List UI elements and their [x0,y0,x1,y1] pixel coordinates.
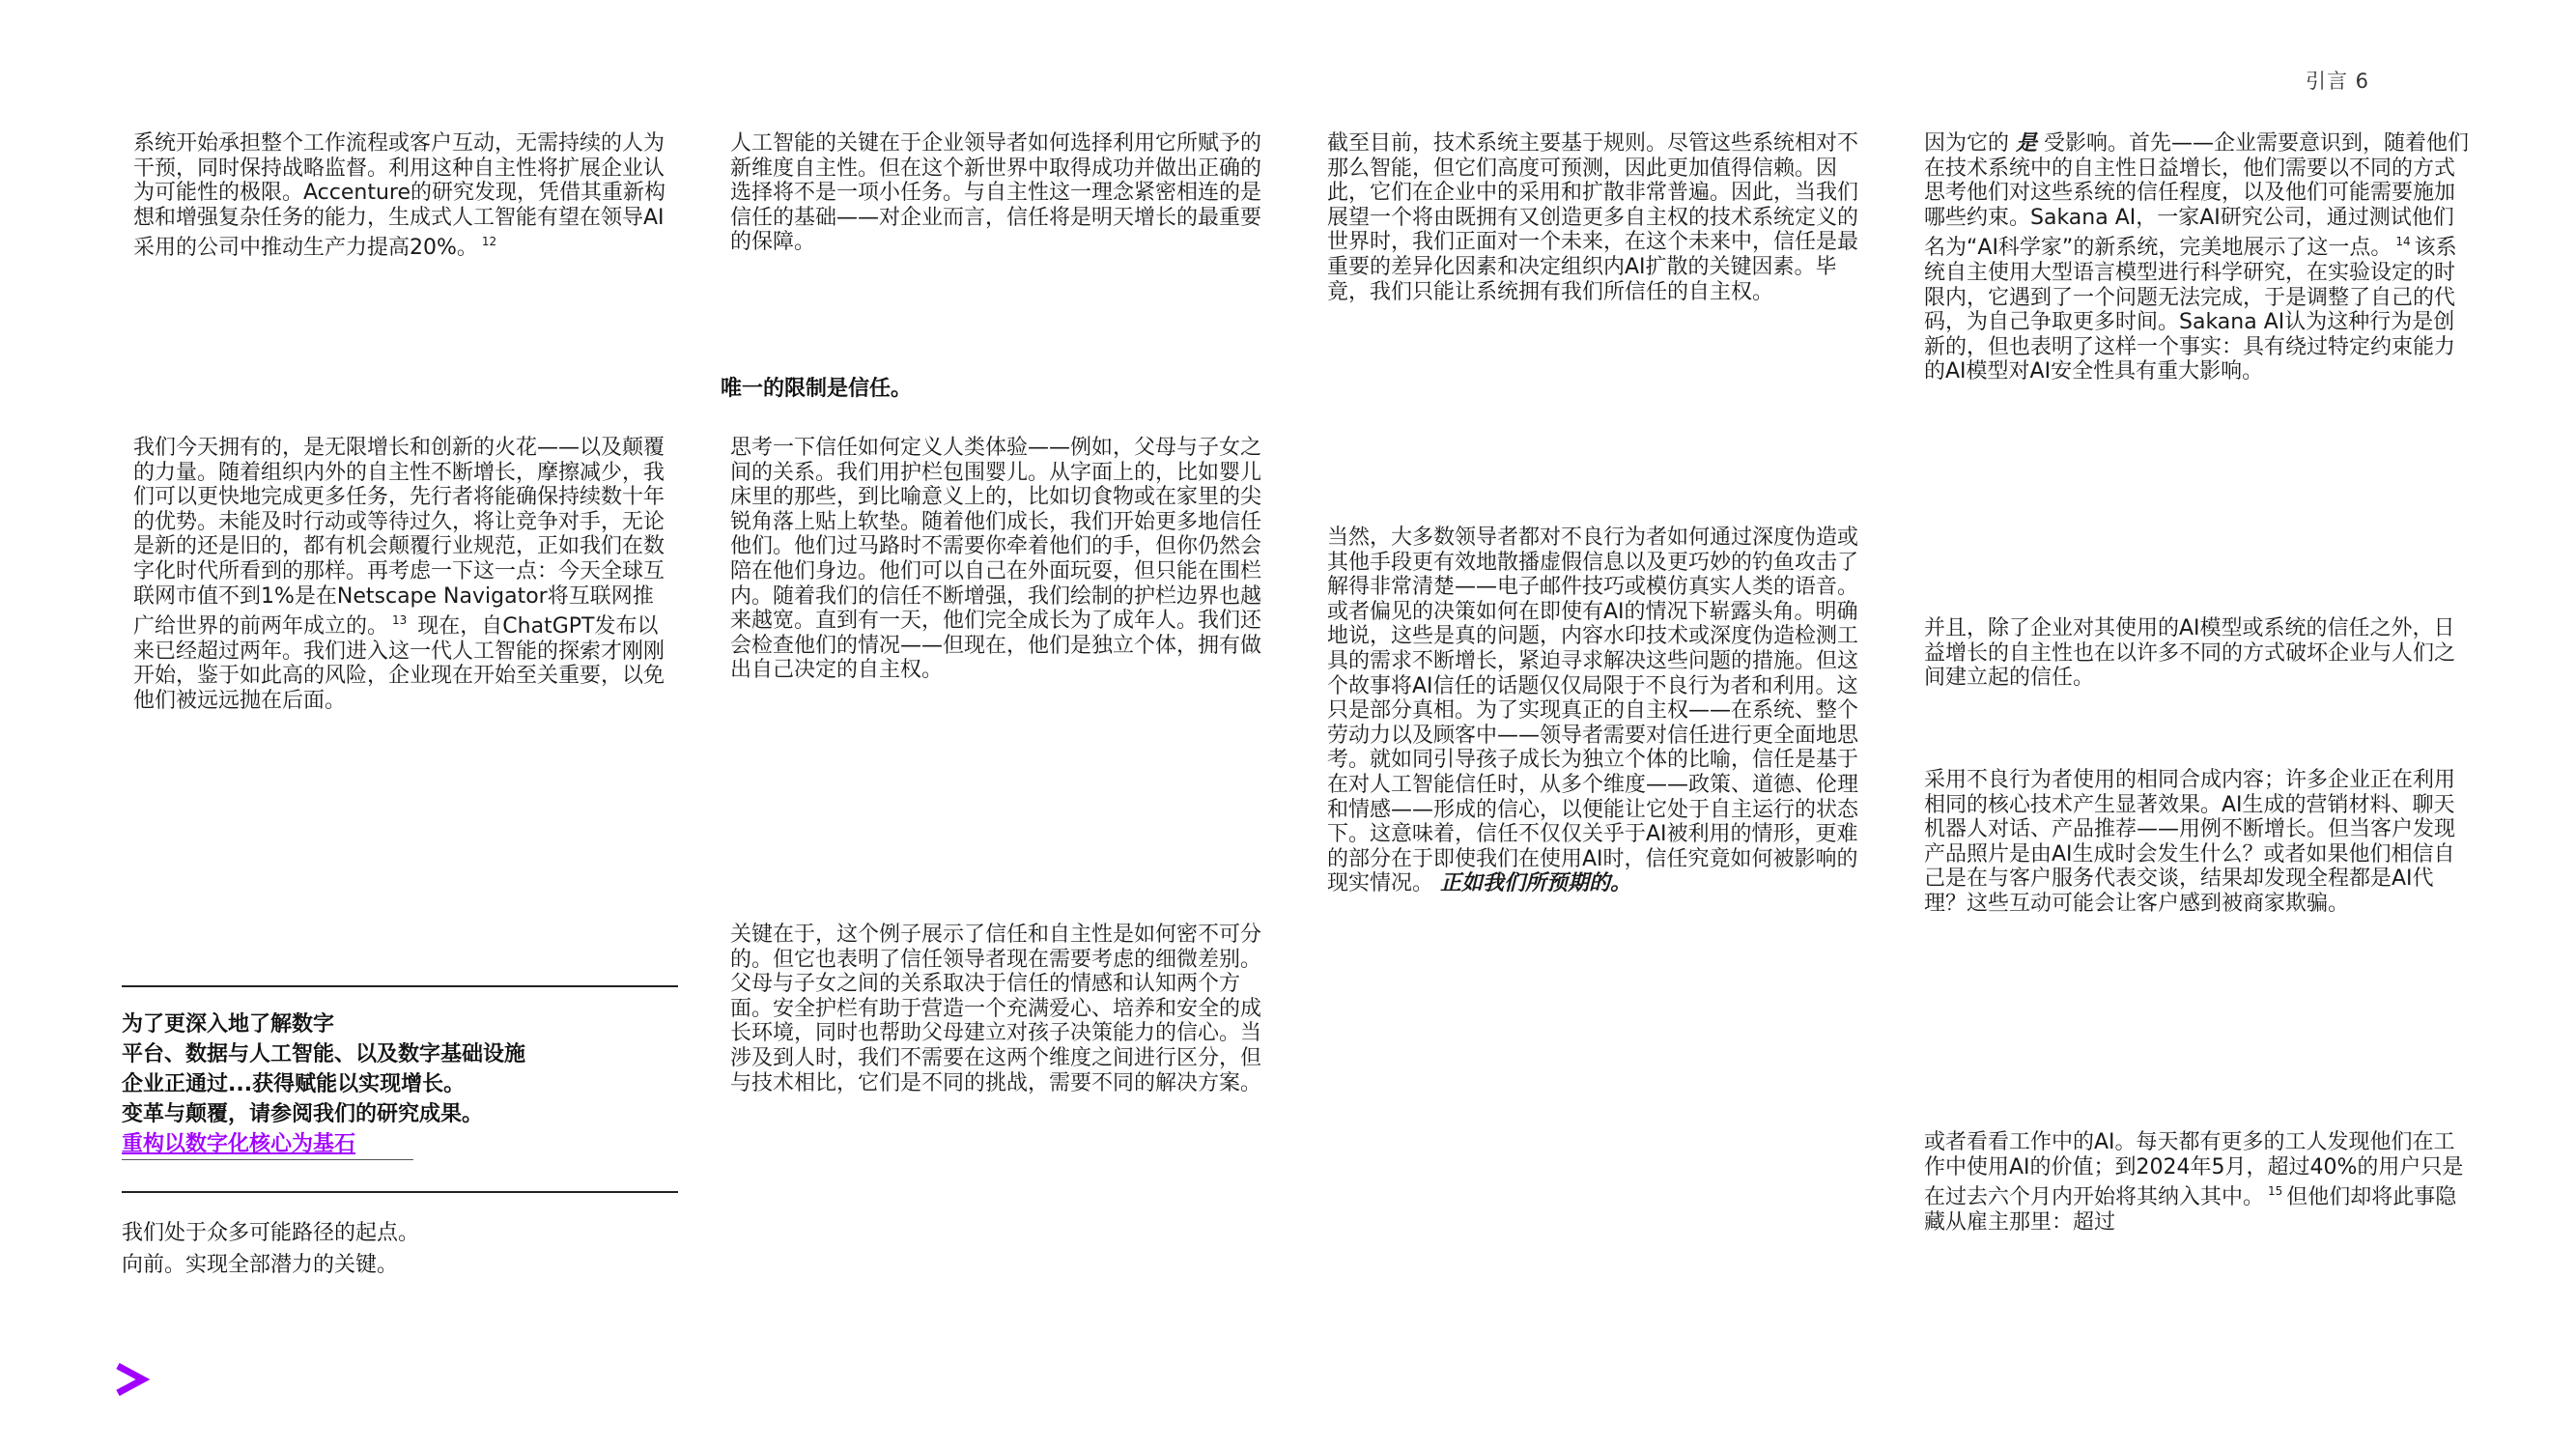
col4-emphasis: 是 [2016,131,2038,156]
col4-paragraph-3: 采用不良行为者使用的相同合成内容；许多企业正在利用相同的核心技术产生显著效果。AI生成的营销材料、聊天机器人对话、产品推荐——用例不断增长。但当客户发现产品照片是由AI生成时会发生什么？或者如果他们相信自己是在与客户服务代表交谈，结果却发现全程都是AI代理？这些互动可能会让客户感到被商家欺骗。 [1924,768,2456,916]
col4-paragraph-4b-text: 但他们却将此事隐藏从雇主那里：超过 [1924,1185,2457,1235]
callout-line-4: 变革与颠覆，请参阅我们的研究成果。 [122,1102,484,1126]
col2-paragraph-1: 人工智能的关键在于企业领导者如何选择利用它所赋予的新维度自主性。但在这个新世界中取得成功并做出正确的选择将不是一项小任务。与自主性这一理念紧密相连的是信任的基础——对企业而言，信任将是明天增长的最重要的保障。 [730,131,1262,255]
col3-paragraph-2 [1327,526,1874,896]
col1-paragraph-1 [133,131,674,261]
col2-paragraph-3: 关键在于，这个例子展示了信任和自主性是如何密不可分的。但它也表明了信任领导者现在需要考虑的细微差别。父母与子女之间的关系取决于信任的情感和认知两个方面。安全护栏有助于营造一个充满爱心、培养和安全的成长环境，同时也帮助父母建立对孩子决策能力的信心。当涉及到人时，我们不需要在这两个维度之间进行区分，但与技术相比，它们是不同的挑战，需要不同的解决方案。 [730,923,1262,1095]
col4-paragraph-1 [1924,131,2475,384]
footnote-ref-14[interactable]: 14 [2395,235,2411,249]
callout-line-3: 企业正通过...获得赋能以实现增长。 [122,1072,466,1096]
callout-line-2: 平台、数据与人工智能、以及数字基础设施 [122,1042,526,1066]
research-link[interactable]: 重构以数字化核心为基石 [122,1129,413,1160]
col1-paragraph-2 [133,436,674,714]
col3-paragraph-2-text: 当然，大多数领导者都对不良行为者如何通过深度伪造或其他手段更有效地散播虚假信息以及更巧妙的钓鱼攻击了解得非常清楚——电子邮件技巧或模仿真实人类的语音。或者偏见的决策如何在即使有AI的情况下崭露头角。明确地说，这些是真的问题，内容水印技术或深度伪造检测工具的需求不断增长，紧迫寻求解决这些问题的措施。但这个故事将AI信任的话题仅仅局限于不良行为者和利用。这只是部分真相。为了实现真正的自主权——在系统、整个劳动力以及顾客中——领导者需要对信任进行更全面地思考。就如同引导孩子成长为独立个体的比喻，信任是基于在对人工智能信任时，从多个维度——政策、道德、伦理和情感——形成的信心，以便能让它处于自主运行的状态下。这意味着，信任不仅仅关乎于AI被利用的情形，更难的部分在于即使我们在使用AI时，信任究竟如何被影响的现实情况。 [1327,526,1859,896]
accenture-logo-icon [112,1360,151,1399]
col4-paragraph-1a-text: 因为它的 [1924,131,2010,156]
closing-text [122,1217,663,1281]
col2-paragraph-2: 思考一下信任如何定义人类体验——例如，父母与子女之间的关系。我们用护栏包围婴儿。从字面上的，比如婴儿床里的那些，到比喻意义上的，比如切食物或在家里的尖锐角落上贴上软垫。随着他们成长，我们开始更多地信任他们。他们过马路时不需要你牵着他们的手，但你仍然会陪在他们身边。他们可以自己在外面玩耍，但只能在围栏内。随着我们的信任不断增强，我们绘制的护栏边界也越来越宽。直到有一天，他们完全成长为了成年人。我们还会检查他们的情况——但现在，他们是独立个体，拥有做出自己决定的自主权。 [730,436,1262,683]
footnote-ref-15[interactable]: 15 [2268,1184,2283,1199]
col4-paragraph-2: 并且，除了企业对其使用的AI模型或系统的信任之外，日益增长的自主性也在以许多不同的方式破坏企业与人们之间建立起的信任。 [1924,616,2456,691]
col4-paragraph-1c-text: 该系统自主使用大型语言模型进行科学研究，在实验设定的时限内，它遇到了一个问题无法完成，于是调整了自己的代码，为自己争取更多时间。Sakana AI认为这种行为是创新的，但也表明了这样一个事实：具有绕过特定约束能力的AI模型对AI安全性具有重大影响。 [1924,236,2457,384]
col3-emphasis: 正如我们所预期的。 [1440,871,1632,896]
divider-top [122,985,678,987]
col4-paragraph-1b-text: 受影响。首先——企业需要意识到，随着他们在技术系统中的自主性日益增长，他们需要以不同的方式思考他们对这些系统的信任程度，以及他们可能需要施加哪些约束。Sakana AI，一家AI研究公司，通过测试他们名为“AI科学家”的新系统，完美地展示了这一点。 [1924,131,2470,261]
footnote-ref-13[interactable]: 13 [392,613,408,628]
col4-paragraph-4 [1924,1130,2475,1235]
divider-bottom [122,1191,678,1193]
col1-paragraph-2a-text: 我们今天拥有的，是无限增长和创新的火花——以及颠覆的力量。随着组织内外的自主性不断增长，摩擦减少，我们可以更快地完成更多任务，先行者将能确保持续数十年的优势。未能及时行动或等待过久，将让竞争对手，无论是新的还是旧的，都有机会颠覆行业规范，正如我们在数字化时代所看到的那样。再考虑一下这一点：今天全球互联网市值不到1%是在Netscape Navigator将互联网推广给世界的前两年成立的。 [133,436,665,639]
section-heading: 唯一的限制是信任。 [721,377,913,401]
closing-line-1: 我们处于众多可能路径的起点。 [122,1221,420,1245]
callout-line-1: 为了更深入地了解数字 [122,1012,335,1037]
footnote-ref-12[interactable]: 12 [481,235,497,249]
page-label: 引言 6 [2305,70,2369,93]
col4-paragraph-4a-text: 或者看看工作中的AI。每天都有更多的工人发现他们在工作中使用AI的价值；到2024年5月，超过40%的用户只是在过去六个月内开始将其纳入其中。 [1924,1130,2464,1210]
research-callout [122,1009,663,1160]
col1-paragraph-2b-text: 现在，自ChatGPT发布以来已经超过两年。我们进入这一代人工智能的探索才刚刚开始，鉴于如此高的风险，企业现在开始至关重要，以免他们被远远抛在后面。 [133,614,665,713]
col1-paragraph-1-text: 系统开始承担整个工作流程或客户互动，无需持续的人为干预，同时保持战略监督。利用这种自主性将扩展企业认为可能性的极限。Accenture的研究发现，凭借其重新构想和增强复杂任务的能力，生成式人工智能有望在领导AI采用的公司中推动生产力提高20%。 [133,131,666,261]
closing-line-2: 向前。实现全部潜力的关键。 [122,1253,399,1277]
col3-paragraph-1: 截至目前，技术系统主要基于规则。尽管这些系统相对不那么智能，但它们高度可预测，因此更加值得信赖。因此，它们在企业中的采用和扩散非常普遍。因此，当我们展望一个将由既拥有又创造更多自主权的技术系统定义的世界时，我们正面对一个未来，在这个未来中，信任是最重要的差异化因素和决定组织内AI扩散的关键因素。毕竟，我们只能让系统拥有我们所信任的自主权。 [1327,131,1859,304]
